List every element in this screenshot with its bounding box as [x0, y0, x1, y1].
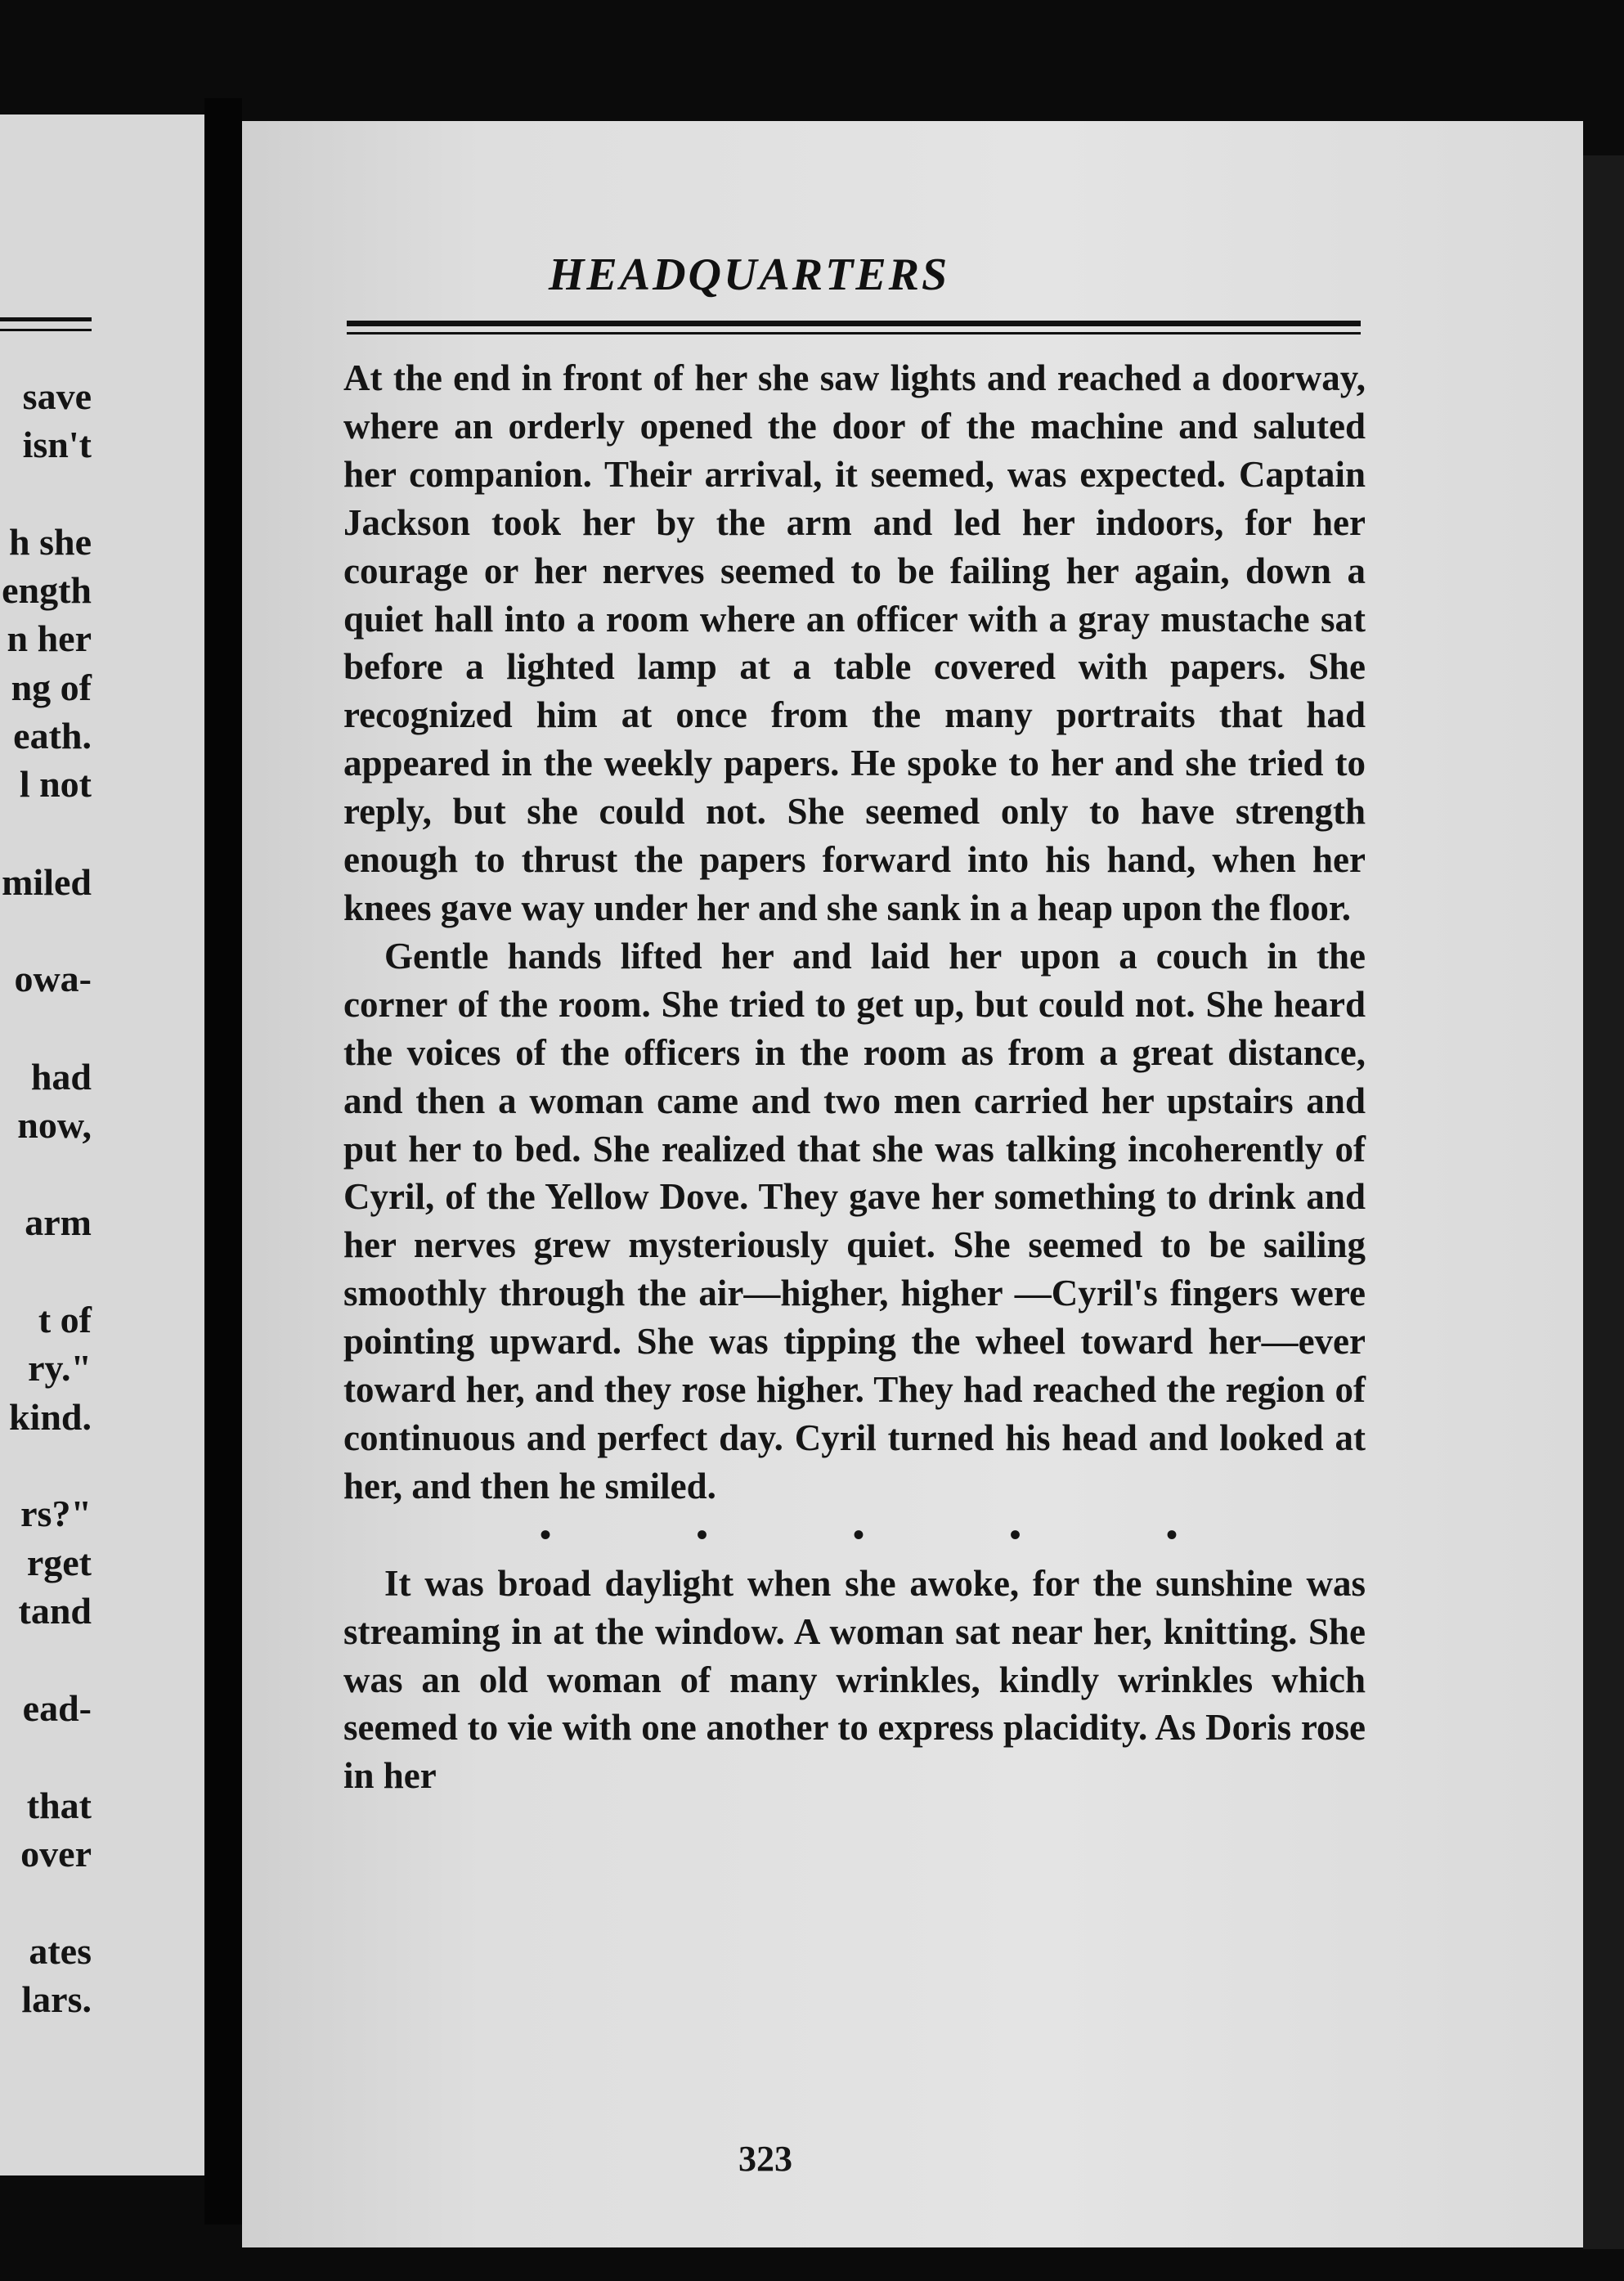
page-edge-shadow	[1583, 155, 1624, 2249]
book-page	[242, 121, 1583, 2247]
facing-page-fragment: kind.	[8, 1396, 92, 1438]
facing-page-fragment: ry."	[28, 1347, 92, 1389]
facing-page-fragment: ng of	[11, 667, 92, 708]
facing-page-fragment: n her	[7, 617, 92, 659]
section-break-dot: •	[696, 1515, 708, 1553]
section-break-dot: •	[1009, 1515, 1021, 1553]
facing-page-fragment: ead-	[22, 1687, 92, 1729]
section-break-dot: •	[540, 1515, 552, 1553]
facing-page-fragment: rs?"	[20, 1493, 92, 1534]
facing-page-fragment: t of	[38, 1299, 92, 1340]
facing-page-fragment: rget	[26, 1542, 92, 1583]
header-rule	[347, 321, 1361, 326]
paragraph: At the end in front of her she saw lights and reached a doorway, where an orderly opened the door of the machine and saluted her companion. Their arrival, it seemed, was expected. Captain Jackson took her by the arm and led her indoors, for her courage or her nerves seemed to be failing her again, down a quiet hall into a room where an officer with a gray mustache sat before a lighted lamp at a table covered with papers. She recognized him at once from the many portraits that had appeared in the weekly papers. He spoke to her and she tried to reply, but she could not. She seemed only to have strength enough to thrust the papers forward into his hand, when her knees gave way under her and she sank in a heap upon the floor.	[343, 357, 1366, 928]
facing-page-fragment: miled	[2, 861, 92, 903]
section-break-dot: •	[852, 1515, 864, 1553]
facing-page-fragment: isn't	[22, 424, 92, 465]
body-text	[343, 354, 1366, 1800]
facing-page-fragment: owa-	[14, 958, 92, 999]
facing-page-fragment: l not	[19, 763, 92, 805]
paragraph: It was broad daylight when she awoke, for the sunshine was streaming in at the window. A woman sat near her, knitting. She was an old woman of many wrinkles, kindly wrinkles which seemed to vie with one another to express placidity. As Doris rose in her	[343, 1562, 1366, 1797]
facing-page-rule	[0, 329, 92, 331]
paragraph: Gentle hands lifted her and laid her upon a couch in the corner of the room. She tried to get up, but could not. She heard the voices of the officers in the room as from a great distance, and then a woman came and two men carried her upstairs and put her to bed. She realized that she was talking incoherently of Cyril, of the Yellow Dove. They gave her something to drink and her nerves grew mysteriously quiet. She seemed to be sailing smoothly through the air—higher, higher —Cyril's fingers were pointing upward. She was tipping the wheel toward her—ever toward her, and they rose higher. They had reached the region of continuous and perfect day. Cyril turned his head and looked at her, and then he smiled.	[343, 935, 1366, 1506]
facing-page-fragment: ength	[2, 569, 92, 611]
facing-page-fragment: eath.	[13, 715, 92, 757]
section-break-dot: •	[1165, 1515, 1178, 1553]
facing-page-fragment: had	[30, 1056, 92, 1098]
facing-page-fragment: save	[22, 375, 92, 417]
header-rule	[347, 332, 1361, 335]
facing-page-left	[0, 114, 204, 2175]
facing-page-fragment: now,	[17, 1104, 92, 1146]
running-head: HEADQUARTERS	[548, 249, 950, 300]
facing-page-fragment: arm	[25, 1201, 92, 1243]
section-break	[540, 1511, 1178, 1560]
facing-page-fragment: ates	[29, 1930, 92, 1972]
facing-page-fragment: tand	[18, 1590, 92, 1632]
page-number: 323	[738, 2139, 792, 2179]
book-gutter	[204, 98, 242, 2225]
facing-page-fragment: over	[20, 1833, 92, 1875]
facing-page-rule	[0, 317, 92, 321]
facing-page-fragment: that	[26, 1785, 92, 1826]
facing-page-fragment: h she	[9, 521, 92, 563]
facing-page-fragment: lars.	[21, 1978, 92, 2020]
